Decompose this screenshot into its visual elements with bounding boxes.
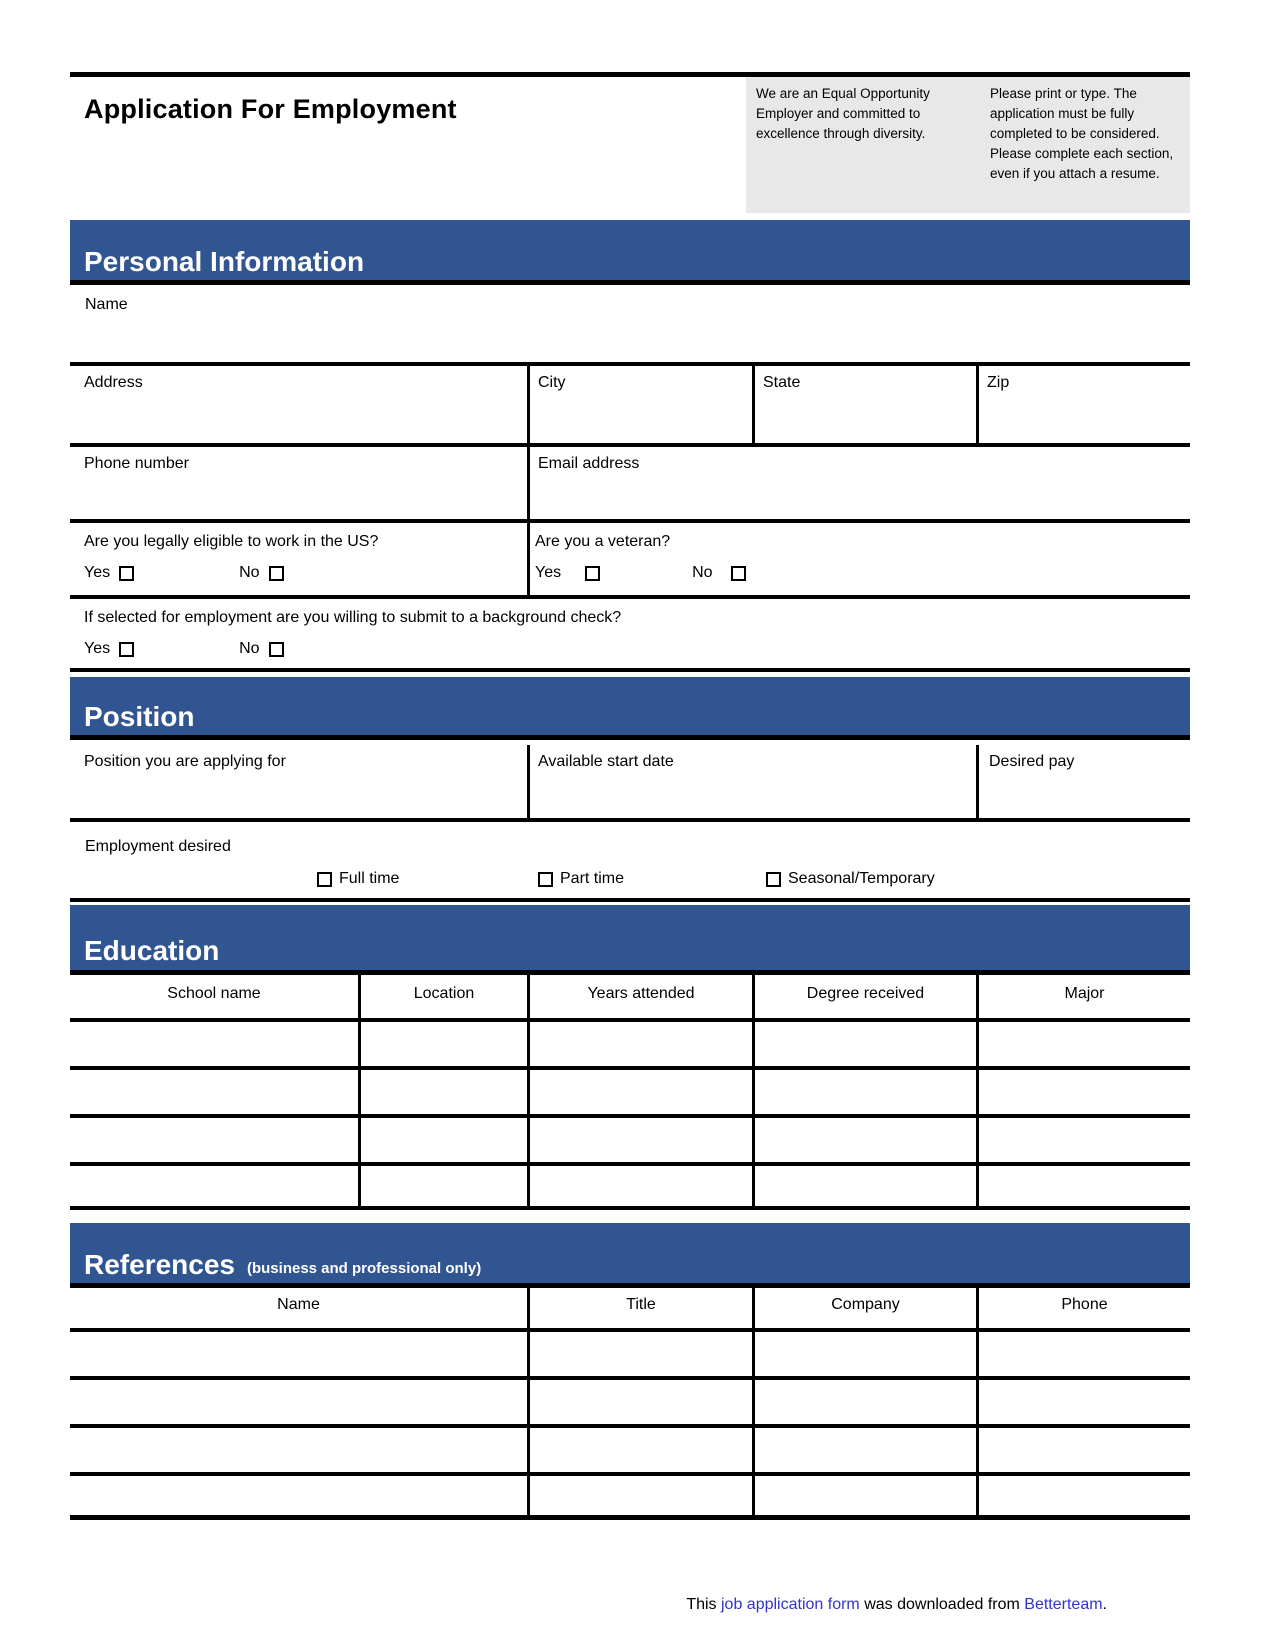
desired-pay-label: Desired pay	[989, 753, 1075, 770]
column-header: School name	[167, 985, 261, 1002]
education-cell[interactable]	[527, 1118, 752, 1162]
reference-cell[interactable]	[976, 1476, 1190, 1515]
footer-text-after: .	[1102, 1596, 1107, 1613]
section-header-personal-information	[70, 220, 1190, 285]
section-header-education	[70, 905, 1190, 975]
education-blank-row	[70, 1114, 1190, 1162]
state-label: State	[763, 374, 801, 391]
page-title: Application For Employment	[84, 94, 457, 124]
desired-pay-field[interactable]	[976, 745, 1190, 818]
position-table	[70, 745, 1190, 822]
position-row	[70, 745, 1190, 822]
veteran-yes-checkbox[interactable]	[585, 566, 600, 581]
reference-cell[interactable]	[527, 1332, 752, 1376]
references-table	[70, 1288, 1190, 1520]
reference-cell[interactable]	[752, 1476, 976, 1515]
education-cell[interactable]	[358, 1070, 527, 1114]
education-cell[interactable]	[976, 1070, 1190, 1114]
name-field[interactable]	[70, 285, 1190, 362]
column-header: Title	[527, 1288, 752, 1328]
education-cell[interactable]	[752, 1166, 976, 1206]
education-blank-row	[70, 1066, 1190, 1114]
section-title: References	[84, 1249, 235, 1280]
address-label: Address	[84, 374, 143, 391]
background-answer	[84, 640, 1190, 658]
zip-field[interactable]	[976, 366, 1190, 443]
footer	[70, 1596, 1190, 1614]
phone-field[interactable]	[70, 447, 527, 519]
phone-email-row	[70, 443, 1190, 519]
no-label: No	[692, 564, 713, 581]
address-field[interactable]	[70, 366, 527, 443]
no-label: No	[239, 564, 260, 581]
reference-cell[interactable]	[70, 1380, 527, 1424]
education-cell[interactable]	[976, 1118, 1190, 1162]
education-cell[interactable]	[358, 1118, 527, 1162]
background-no-checkbox[interactable]	[269, 642, 284, 657]
eligibility-row	[70, 519, 1190, 595]
references-blank-row	[70, 1472, 1190, 1520]
education-cell[interactable]	[358, 1022, 527, 1066]
eligible-question: Are you legally eligible to work in the US?	[84, 533, 379, 550]
education-cell[interactable]	[70, 1022, 358, 1066]
yes-label: Yes	[535, 564, 562, 581]
part-time-label: Part time	[560, 870, 625, 887]
print-notice: Please print or type. The application must be fully completed to be considered. Please complete each section, even if you attach a resume.	[990, 86, 1174, 181]
references-blank-row	[70, 1376, 1190, 1424]
footer-text-before: This	[686, 1596, 721, 1613]
email-label: Email address	[538, 455, 640, 472]
reference-cell[interactable]	[70, 1428, 527, 1472]
section-title: Personal Information	[84, 246, 365, 277]
zip-label: Zip	[987, 374, 1010, 391]
education-cell[interactable]	[70, 1166, 358, 1206]
position-applying-label: Position you are applying for	[84, 753, 286, 770]
notice-box	[746, 77, 1190, 213]
column-header: Phone	[976, 1288, 1190, 1328]
education-cell[interactable]	[527, 1166, 752, 1206]
reference-cell[interactable]	[752, 1380, 976, 1424]
reference-cell[interactable]	[752, 1428, 976, 1472]
full-time-option	[317, 870, 399, 888]
education-cell[interactable]	[70, 1070, 358, 1114]
reference-cell[interactable]	[527, 1380, 752, 1424]
full-time-label: Full time	[339, 870, 400, 887]
reference-cell[interactable]	[976, 1380, 1190, 1424]
betterteam-link[interactable]: Betterteam	[1024, 1596, 1103, 1613]
education-blank-row	[70, 1162, 1190, 1210]
education-cell[interactable]	[752, 1118, 976, 1162]
job-application-form-link[interactable]: job application form	[721, 1596, 860, 1613]
divider	[70, 898, 1190, 902]
eligible-yes-checkbox[interactable]	[119, 566, 134, 581]
reference-cell[interactable]	[527, 1476, 752, 1515]
education-cell[interactable]	[527, 1070, 752, 1114]
start-date-field[interactable]	[527, 745, 976, 818]
background-check-row	[70, 595, 1190, 672]
background-question-cell	[70, 599, 1190, 668]
column-header: Name	[277, 1296, 320, 1313]
footer-text-middle: was downloaded from	[859, 1596, 1025, 1613]
references-blank-row	[70, 1328, 1190, 1376]
veteran-no-checkbox[interactable]	[731, 566, 746, 581]
seasonal-checkbox[interactable]	[766, 872, 781, 887]
yes-label: Yes	[84, 640, 111, 657]
column-header: Years attended	[527, 975, 752, 1018]
full-time-checkbox[interactable]	[317, 872, 332, 887]
eeo-notice: We are an Equal Opportunity Employer and committed to excellence through diversity.	[756, 86, 930, 141]
veteran-question-cell	[527, 523, 1190, 595]
references-header-row	[70, 1288, 1190, 1328]
reference-cell[interactable]	[70, 1476, 527, 1515]
education-cell[interactable]	[976, 1022, 1190, 1066]
education-blank-row	[70, 1018, 1190, 1066]
reference-cell[interactable]	[976, 1332, 1190, 1376]
education-cell[interactable]	[358, 1166, 527, 1206]
name-label: Name	[85, 296, 128, 313]
phone-label: Phone number	[84, 455, 189, 472]
part-time-option	[538, 870, 624, 888]
seasonal-label: Seasonal/Temporary	[788, 870, 935, 887]
personal-info-table	[70, 362, 1190, 672]
background-yes-checkbox[interactable]	[119, 642, 134, 657]
education-cell[interactable]	[752, 1022, 976, 1066]
seasonal-option	[766, 870, 935, 888]
references-blank-row	[70, 1424, 1190, 1472]
yes-label: Yes	[84, 564, 111, 581]
education-cell[interactable]	[752, 1070, 976, 1114]
section-title: Position	[84, 701, 195, 732]
eligible-answer	[84, 564, 527, 582]
background-question: If selected for employment are you willing to submit to a background check?	[84, 609, 622, 626]
section-subtitle: (business and professional only)	[246, 1260, 482, 1277]
email-field[interactable]	[527, 447, 1190, 519]
employment-desired-block	[70, 826, 1190, 898]
eligible-no-checkbox[interactable]	[269, 566, 284, 581]
section-header-position	[70, 677, 1190, 740]
reference-cell[interactable]	[70, 1332, 527, 1376]
start-date-label: Available start date	[538, 753, 674, 770]
position-applying-field[interactable]	[70, 745, 527, 818]
education-header-row	[70, 975, 1190, 1018]
veteran-question: Are you a veteran?	[535, 533, 671, 550]
column-header: Company	[752, 1288, 976, 1328]
column-header: Location	[358, 975, 527, 1018]
city-field[interactable]	[527, 366, 752, 443]
column-header: Degree received	[752, 975, 976, 1018]
education-table	[70, 975, 1190, 1210]
section-title: Education	[84, 935, 220, 966]
employment-desired-label: Employment desired	[85, 838, 231, 855]
education-cell[interactable]	[70, 1118, 358, 1162]
address-row	[70, 362, 1190, 443]
reference-cell[interactable]	[527, 1428, 752, 1472]
section-header-references	[70, 1223, 1190, 1288]
veteran-answer	[535, 564, 1190, 582]
city-label: City	[538, 374, 566, 391]
no-label: No	[239, 640, 260, 657]
part-time-checkbox[interactable]	[538, 872, 553, 887]
education-cell[interactable]	[976, 1166, 1190, 1206]
education-cell[interactable]	[527, 1022, 752, 1066]
reference-cell[interactable]	[976, 1428, 1190, 1472]
state-field[interactable]	[752, 366, 976, 443]
column-header: Major	[976, 975, 1190, 1018]
reference-cell[interactable]	[752, 1332, 976, 1376]
eligible-question-cell	[70, 523, 527, 595]
